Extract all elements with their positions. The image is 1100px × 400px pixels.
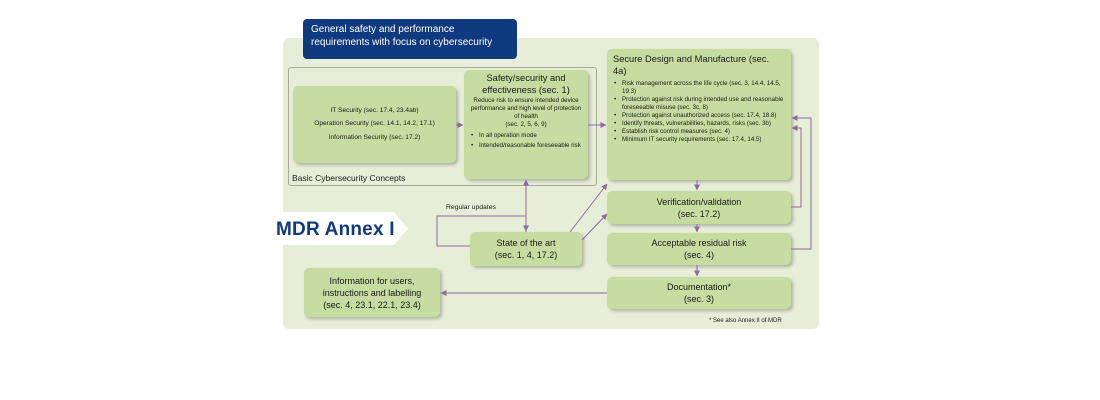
safety-box-refs: (sec. 2, 5, 6, 9) (505, 121, 547, 128)
secure-design-bullet: • Protection against risk during intended use and reasonable foreseeable misuse (sec. 3c, 8) (613, 96, 785, 112)
secure-design-bullet: • Establish risk control measures (sec. 4) (613, 128, 785, 136)
arrow-state-to-verification (582, 214, 607, 240)
diagram-title-text: General safety and performance requirements with focus on cybersecurity (311, 24, 493, 48)
residual-risk-ref: (sec. 4) (683, 250, 714, 260)
concept-operation-security: Operation Security (sec. 14.1, 14.2, 17.1) (314, 120, 435, 128)
documentation-ref: (sec. 3) (683, 294, 714, 304)
footnote: * See also Annex II of MDR (709, 318, 782, 324)
concept-information-security: Information Security (sec. 17.2) (328, 133, 421, 141)
info-line: instructions and labelling (322, 287, 422, 298)
regular-updates-label: Regular updates (446, 204, 496, 211)
verification-title: Verification/validation (656, 196, 742, 207)
arrow-verification-loop (791, 128, 801, 207)
state-of-art-title: State of the art (496, 238, 556, 248)
basic-cybersecurity-concepts-label: Basic Cybersecurity Concepts (292, 173, 406, 183)
concept-it-security: IT Security (sec. 17.4, 23.4ab) (330, 106, 419, 114)
secure-design-bullet: • Protection against unauthorized access (sec. 17.4, 18.8) (613, 112, 785, 120)
secure-design-bullet: • Risk management across the life cycle (sec. 3, 14.4, 14.5, 19.3) (613, 80, 785, 96)
secure-design-bullet: • Minimum IT security requirements (sec. 17.4, 14.5) (613, 136, 785, 144)
info-line: (sec. 4, 23.1, 22.1, 23.4) (323, 299, 421, 310)
documentation-title: Documentation* (666, 282, 732, 292)
arrow-regular-updates-loop (437, 216, 526, 246)
safety-bullet: • Intended/reasonable foreseeable risk (470, 142, 582, 150)
safety-bullet: • In all operation mode (470, 132, 582, 140)
state-of-art-ref: (sec. 1, 4, 17.2) (494, 250, 558, 260)
annex-label: MDR Annex I (276, 219, 395, 240)
secure-design-title: Secure Design and Manufacture (sec. 4a) (613, 54, 770, 76)
verification-ref: (sec. 17.2) (677, 208, 721, 219)
safety-box-body: Reduce risk to ensure intended device performance and high level of protection of health (470, 97, 582, 120)
secure-design-bullet: • Identify threats, vulnerabilities, hazards, risks (sec. 3b) (613, 120, 785, 128)
safety-box-title: Safety/security and effectiveness (sec. 1) (482, 73, 570, 95)
residual-risk-title: Acceptable residual risk (651, 238, 747, 248)
arrow-state-to-design (570, 184, 607, 232)
info-line: Information for users, (329, 275, 415, 286)
